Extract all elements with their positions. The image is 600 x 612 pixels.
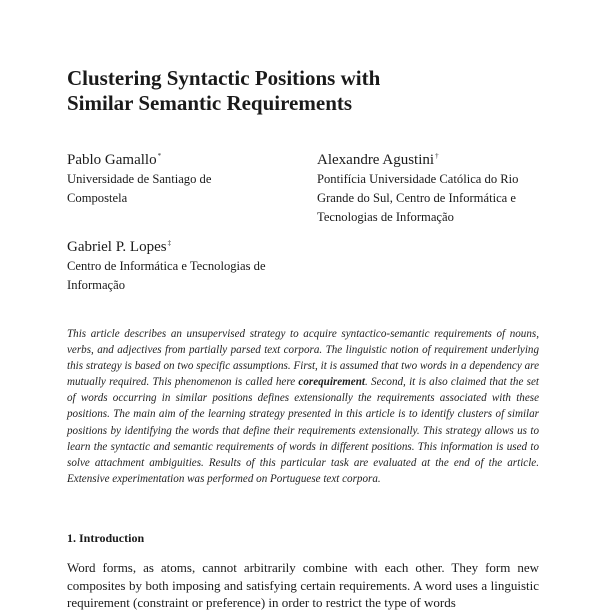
section-heading-introduction: 1. Introduction [67, 531, 145, 545]
abstract [67, 326, 539, 487]
abstract-text-end: . Second, it is also claimed that the set of words occurring in similar positions defines extensionally the requirements associated with these positions. The main aim of the learning strategy presented in this article is to identify clusters of similar positions by identifying the words that define their requirements extensionally. This strategy allows us to learn the syntactic and semantic requirements of words in different positions. This information is used to solve attachment ambiguities. Results of this particular task are evaluated at the end of the article. Extensive experimentation was performed on Portuguese text corpora. [67, 376, 539, 485]
title-line-1: Clustering Syntactic Positions with [67, 66, 381, 90]
author-footnote-mark: † [435, 152, 439, 160]
author-affiliation-line: Compostela [67, 191, 128, 205]
author-affiliation-line: Universidade de Santiago de [67, 172, 212, 186]
author-block-agustini [317, 146, 547, 227]
author-name: Alexandre Agustini† [317, 152, 439, 168]
title-line-2: Similar Semantic Requirements [67, 91, 353, 115]
author-affiliation-line: Informação [67, 278, 126, 292]
author-block-lopes [67, 233, 307, 295]
author-affiliation-line: Tecnologias de Informação [317, 210, 454, 224]
author-affiliation-line: Grande do Sul, Centro de Informática e [317, 191, 516, 205]
author-affiliation-line: Pontifícia Universidade Católica do Rio [317, 172, 519, 186]
author-name: Gabriel P. Lopes‡ [67, 239, 172, 255]
author-footnote-mark: ‡ [167, 239, 172, 247]
author-footnote-mark: * [157, 152, 162, 160]
paper-title [67, 66, 527, 116]
introduction-paragraph: Word forms, as atoms, cannot arbitrarily combine with each other. They form new composites by both imposing and satisfying certain requirements. A word uses a linguistic requirement (constraint or preference) in order to restrict the type of words [67, 560, 539, 610]
author-name: Pablo Gamallo* [67, 152, 162, 168]
author-block-gamallo [67, 146, 267, 208]
author-affiliation-line: Centro de Informática e Tecnologias de [67, 259, 266, 273]
abstract-text-start: This article describes an unsupervised strategy to acquire syntactico-semantic requirements of nouns, verbs, and adjectives from partially parsed text corpora. The linguistic notion of requirement underlying this strategy is based on two specific assumptions. First, it is assumed that two words in a dependency are mutually required. This phenomenon is called here [67, 328, 539, 389]
abstract-term-corequirement: corequirement [298, 376, 365, 389]
